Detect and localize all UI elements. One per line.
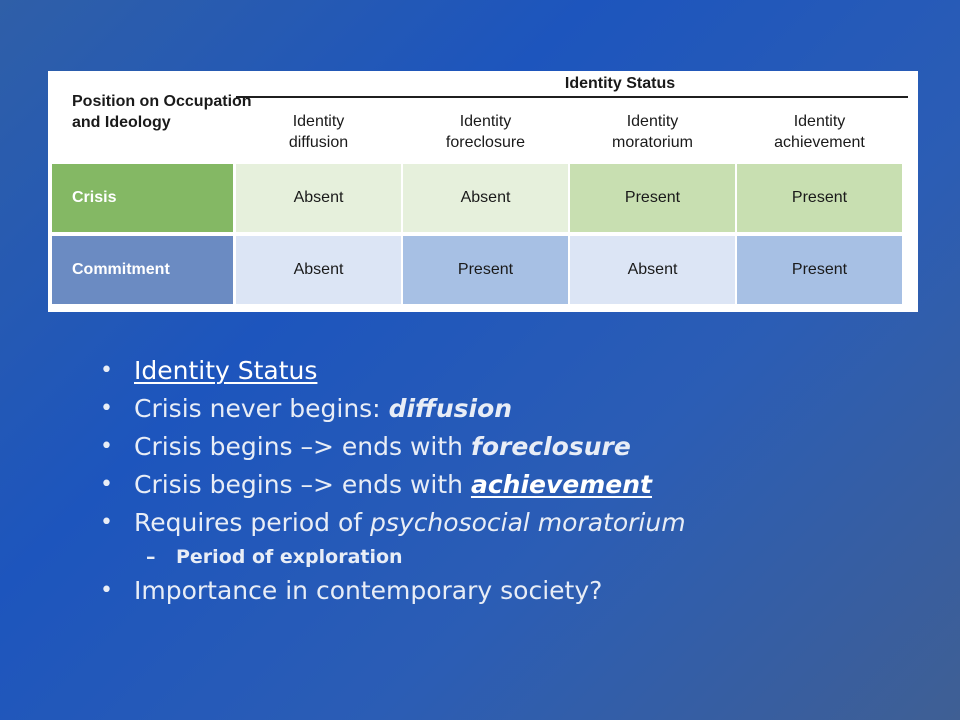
row-header-label: Position on Occupation and Ideology — [72, 93, 252, 131]
bullet-dot-icon: • — [100, 358, 113, 383]
col-header-line1: Identity — [626, 113, 679, 130]
cell-commitment-foreclosure: Present — [403, 236, 568, 304]
col-header-line1: Identity — [292, 113, 345, 130]
table-group-header: Identity Status — [564, 75, 676, 92]
bullet-emphasis: psychosocial moratorium — [370, 508, 686, 537]
cell-commitment-moratorium: Absent — [570, 236, 735, 304]
bullet-item — [100, 428, 920, 466]
row-label-crisis: Crisis — [52, 164, 233, 232]
bullet-item — [100, 466, 920, 504]
bullet-text: Crisis begins –> ends with — [134, 470, 471, 499]
cell-crisis-moratorium: Present — [570, 164, 735, 232]
bullet-dot-icon: • — [100, 434, 113, 459]
col-header-line1: Identity — [793, 113, 846, 130]
bullet-dot-icon: • — [100, 472, 113, 497]
bullet-text: Importance in contemporary society? — [134, 576, 603, 605]
cell-crisis-achievement: Present — [737, 164, 902, 232]
col-header-line2: diffusion — [288, 134, 349, 151]
col-header-foreclosure — [403, 111, 568, 155]
cell-crisis-foreclosure: Absent — [403, 164, 568, 232]
bullet-text: Requires period of — [134, 508, 370, 537]
bullet-emphasis: diffusion — [388, 394, 513, 423]
bullet-list — [100, 352, 920, 610]
bullet-dot-icon: • — [100, 510, 113, 535]
col-header-diffusion — [236, 111, 401, 155]
bullet-text: Crisis begins –> ends with — [134, 432, 471, 461]
bullet-text: Crisis never begins: — [134, 394, 389, 423]
bullet-item — [100, 390, 920, 428]
col-header-line2: moratorium — [612, 134, 693, 151]
bullet-emphasis: foreclosure — [470, 432, 631, 461]
bullet-item — [100, 504, 920, 542]
col-header-moratorium — [570, 111, 735, 155]
identity-status-link[interactable]: Identity Status — [134, 356, 318, 385]
sub-bullet-text: Period of exploration — [176, 546, 403, 568]
cell-crisis-diffusion: Absent — [236, 164, 401, 232]
header-rule — [236, 96, 908, 98]
bullet-dot-icon: • — [100, 396, 113, 421]
row-label-commitment: Commitment — [52, 236, 233, 304]
col-header-achievement — [737, 111, 902, 155]
bullet-dot-icon: • — [100, 578, 113, 603]
col-header-line2: achievement — [774, 134, 865, 151]
col-header-line2: foreclosure — [445, 134, 526, 151]
dash-icon: – — [146, 546, 156, 568]
col-header-line1: Identity — [459, 113, 512, 130]
sub-bullet-item — [100, 542, 920, 572]
identity-status-table — [48, 71, 918, 312]
bullet-item — [100, 352, 920, 390]
cell-commitment-diffusion: Absent — [236, 236, 401, 304]
cell-commitment-achievement: Present — [737, 236, 902, 304]
bullet-item — [100, 572, 920, 610]
achievement-link[interactable]: achievement — [470, 470, 652, 499]
